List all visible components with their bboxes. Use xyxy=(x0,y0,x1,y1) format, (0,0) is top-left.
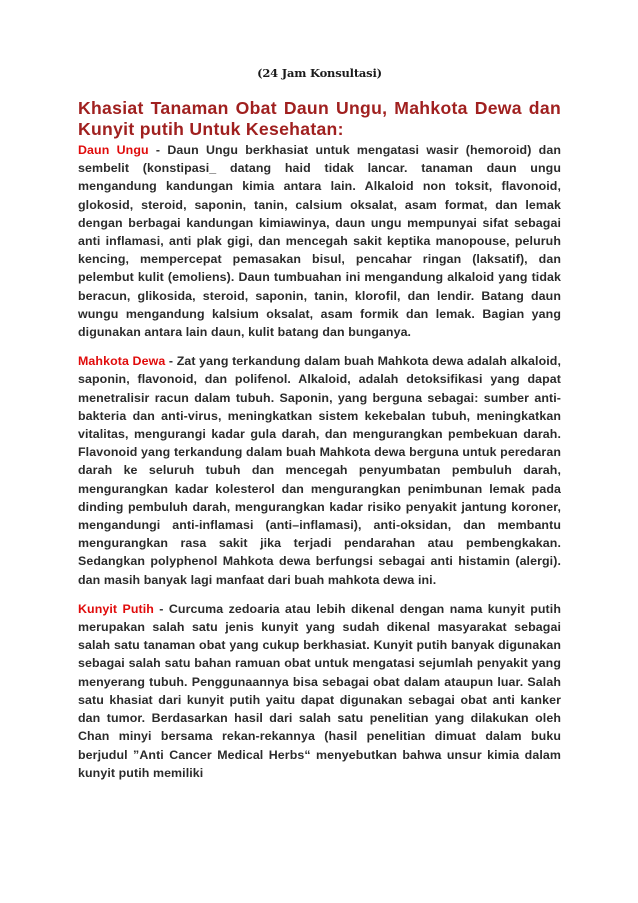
term-mahkota-dewa: Mahkota Dewa xyxy=(78,354,166,369)
article-title: Khasiat Tanaman Obat Daun Ungu, Mahkota Dewa dan Kunyit putih Untuk Kesehatan: xyxy=(78,98,561,139)
paragraph-text: Curcuma zedoaria atau lebih dikenal dengan nama kunyit putih merupakan salah satu jenis kunyit yang sudah dikenal masyarakat sebagai salah satu tanaman obat yang cukup berkhasiat. Kunyit putih banyak digunakan sebagai salah satu bahan ramuan obat untuk mengatasi sejumlah penyakit yang menyerang tubuh. Penggunaannya bisa sebagai obat dalam ataupun luar. Salah satu khasiat dari kunyit putih yaitu dapat digunakan sebagai obat anti kanker dan tumor. Berdasarkan hasil dari salah satu penelitian yang dilakukan oleh Chan minyi bersama rekan-rekannya (hasil penelitian dimuat dalam buku berjudul ”Anti Cancer Medical Herbs“ menyebutkan bahwa unsur kimia dalam kunyit putih memiliki xyxy=(78,601,561,780)
term-daun-ungu: Daun Ungu xyxy=(78,143,149,157)
paragraph-daun-ungu xyxy=(78,141,561,341)
term-separator: - xyxy=(153,601,169,616)
term-separator: - xyxy=(165,354,177,369)
paragraph-kunyit-putih xyxy=(78,600,561,782)
paragraph-mahkota-dewa xyxy=(78,352,561,589)
consultation-subtitle: (24 Jam Konsultasi) xyxy=(257,66,382,80)
term-kunyit-putih: Kunyit Putih xyxy=(78,601,154,616)
paragraph-text: Zat yang terkandung dalam buah Mahkota dewa adalah alkaloid, saponin, flavonoid, dan polifenol. Alkaloid, adalah detoksifikasi yang dapat menetralisir racun dalam tubuh. Saponin, yang berguna sebagai: sumber anti-bakteria dan anti-virus, meningkatkan sistem kekebalan tubuh, meningkatkan vitalitas, mengurangi kadar gula darah, dan mengurangkan pembekuan darah. Flavonoid yang terkandung dalam buah Mahkota dewa berguna untuk peredaran darah ke seluruh tubuh dan mencegah penyumbatan pembuluh darah, mengurangkan kadar kolesterol dan mengurangkan penimbunan lemak pada dinding pembuluh darah, mengurangkan kadar risiko penyakit jantung koroner, mengandungi anti-inflamasi (anti–inflamasi), anti-oksidan, dan membantu mengurangkan rasa sakit jika terjadi pendarahan atau pembengkakan. Sedangkan polyphenol Mahkota dewa berfungsi sebagai anti histamin (alergi). dan masih banyak lagi manfaat dari buah mahkota dewa ini. xyxy=(78,354,561,587)
paragraph-text: Daun Ungu berkhasiat untuk mengatasi wasir (hemoroid) dan sembelit (konstipasi_ datang haid tidak lancar. tanaman daun ungu mengandung kandungan kimia antara lain. Alkaloid non toksit, flavonoid, glokosid, steroid, saponin, tanin, calsium oksalat, asam format, dan lemak dengan berbagai kandungan kimiawinya, daun ungu mempunyai sifat sebagai anti inflamasi, anti plak gigi, dan mencegah sakit keptika manopouse, peluruh kencing, mempercepat pemasakan bisul, pencahar ringan (laksatif), dan pelembut kulit (emoliens). Daun tumbuahan ini mengandung alkaloid yang tidak beracun, glikosida, steroid, saponin, tanin, klorofil, dan lendir. Batang daun wungu mengandung kalsium oksalat, asam formik dan lemak. Bagian yang digunakan antara lain daun, kulit batang dan bunganya. xyxy=(78,143,561,340)
term-separator: - xyxy=(148,143,168,157)
